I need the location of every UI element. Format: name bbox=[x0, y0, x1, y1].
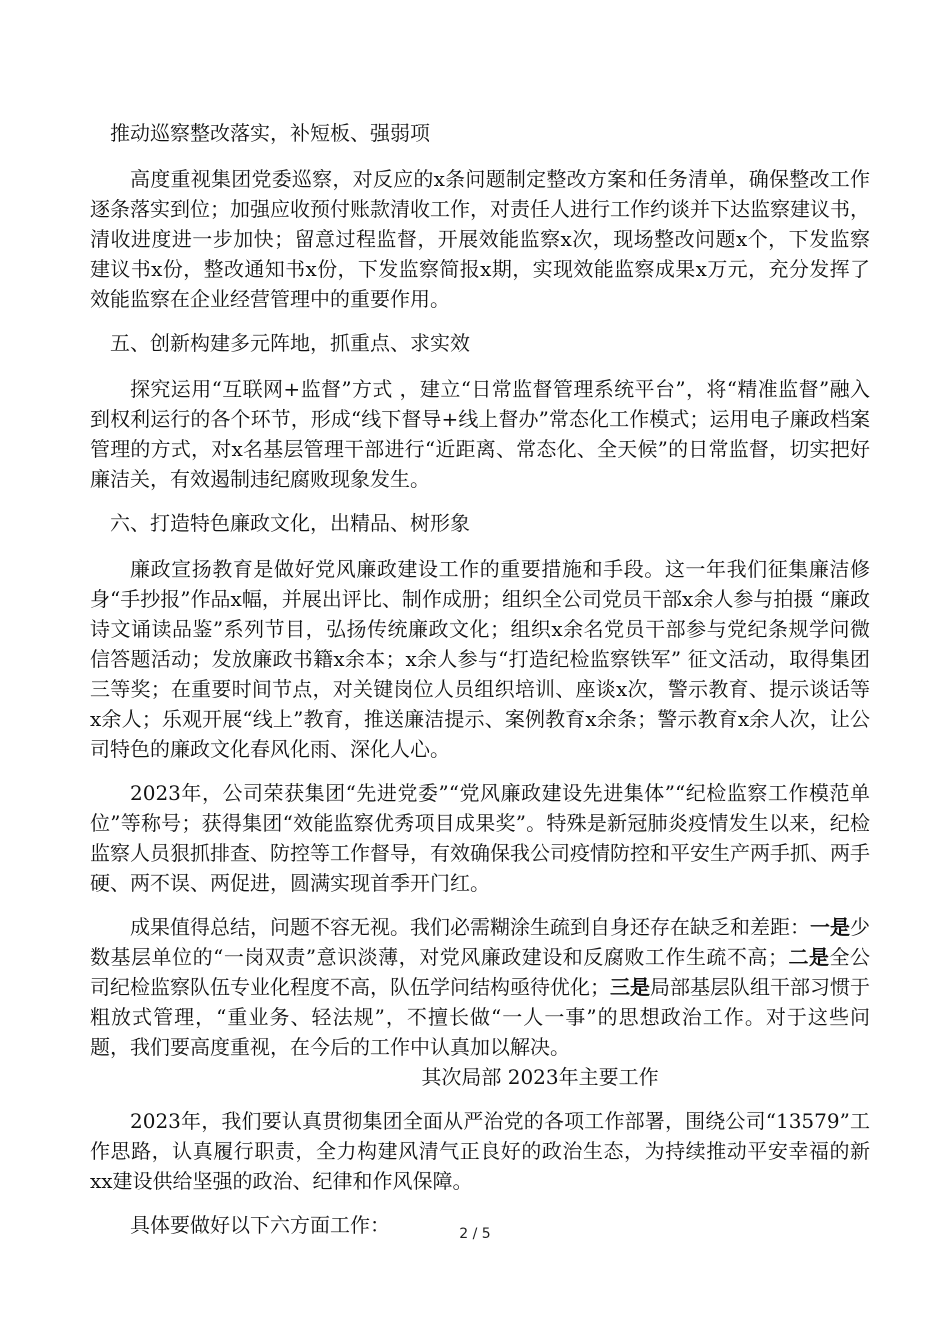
paragraph-part-2-lead: 具体要做好以下六方面工作： bbox=[130, 1213, 390, 1237]
section-heading-6: 六、打造特色廉政文化，出精品、树形象 bbox=[110, 511, 470, 535]
paragraph-rectification: 高度重视集团党委巡察，对反应的x条问题制定整改方案和任务清单，确保整改工作逐条落实到位；加强应收预付账款清收工作，对责任人进行工作约谈并下达监察建议书，清收进度进一步加快；留意过程监督，开展效能监察x次，现场整改问题x个，下发监察建议书x份，整改通知书x份，下发监察简报x期，实现效能监察成果x万元，充分发挥了效能监察在企业经营管理中的重要作用。 bbox=[90, 167, 870, 311]
paragraph-problems bbox=[90, 912, 870, 1062]
problem-1-label: 一是 bbox=[810, 915, 850, 939]
section-heading-5: 五、创新构建多元阵地，抓重点、求实效 bbox=[110, 331, 470, 355]
paragraph-honors: 2023年，公司荣获集团“先进党委”“党风廉政建设先进集体”“纪检监察工作模范单位”等称号；获得集团“效能监察优秀项目成果奖”。特殊是新冠肺炎疫情发生以来，纪检监察人员狠抓排查、防控等工作督导，有效确保我公司疫情防控和平安生产两手抓、两手硬、两不误、两促进，圆满实现首季开门红。 bbox=[90, 781, 870, 895]
problem-2-text: 全公司纪检监察队伍专业化程度不高，队伍学问结构亟待优化； bbox=[90, 945, 871, 999]
paragraph-part-2-intro: 2023年，我们要认真贯彻集团全面从严治党的各项工作部署，围绕公司“13579”工作思路，认真履行职责，全力构建风清气正良好的政治生态，为持续推动平安幸福的新xx建设供给坚强的政治、纪律和作风保障。 bbox=[90, 1109, 870, 1193]
section-heading-rectification: 推动巡察整改落实，补短板、强弱项 bbox=[110, 121, 430, 145]
problem-2-label: 二是 bbox=[787, 945, 830, 969]
problems-intro: 成果值得总结，问题不容无视。我们必需糊涂生疏到自身还存在缺乏和差距： bbox=[130, 915, 810, 939]
document-page bbox=[90, 118, 870, 1240]
paragraph-section-6: 廉政宣扬教育是做好党风廉政建设工作的重要措施和手段。这一年我们征集廉洁修身“手抄报”作品x幅，并展出评比、制作成册；组织全公司党员干部x余人参与拍摄 “廉政诗文诵读品鉴”系列节目，弘扬传统廉政文化；组织x余名党员干部参与党纪条规学问微信答题活动；发放廉政书籍x余本；x余人参与“打造纪检监察铁军” 征文活动，取得集团三等奖；在重要时间节点，对关键岗位人员组织培训、座谈x次，警示教育、提示谈话等x余人；乐观开展“线上”教育，推送廉洁提示、案例教育x余条；警示教育x余人次，让公司特色的廉政文化春风化雨、深化人心。 bbox=[90, 557, 870, 761]
problem-3-label: 三是 bbox=[610, 975, 650, 999]
page-number: 2 / 5 bbox=[459, 1226, 491, 1242]
problem-1-text: 少数基层单位的“一岗双责”意识淡薄，对党风廉政建设和反腐败工作生疏不高； bbox=[90, 915, 870, 969]
part-2-title: 其次局部 2023年主要工作 bbox=[421, 1065, 659, 1089]
problem-3-text: 局部基层队组干部习惯于粗放式管理，“重业务、轻法规”，不擅长做“一人一事”的思想政治工作。对于这些问题，我们要高度重视，在今后的工作中认真加以解决。 bbox=[90, 975, 870, 1059]
paragraph-section-5: 探究运用“互联网+监督”方式 ，建立“日常监督管理系统平台”，将“精准监督”融入到权利运行的各个环节，形成“线下督导+线上督办”常态化工作模式；运用电子廉政档案管理的方式，对x名基层管理干部进行“近距离、常态化、全天候”的日常监督，切实把好廉洁关，有效遏制违纪腐败现象发生。 bbox=[90, 377, 870, 491]
